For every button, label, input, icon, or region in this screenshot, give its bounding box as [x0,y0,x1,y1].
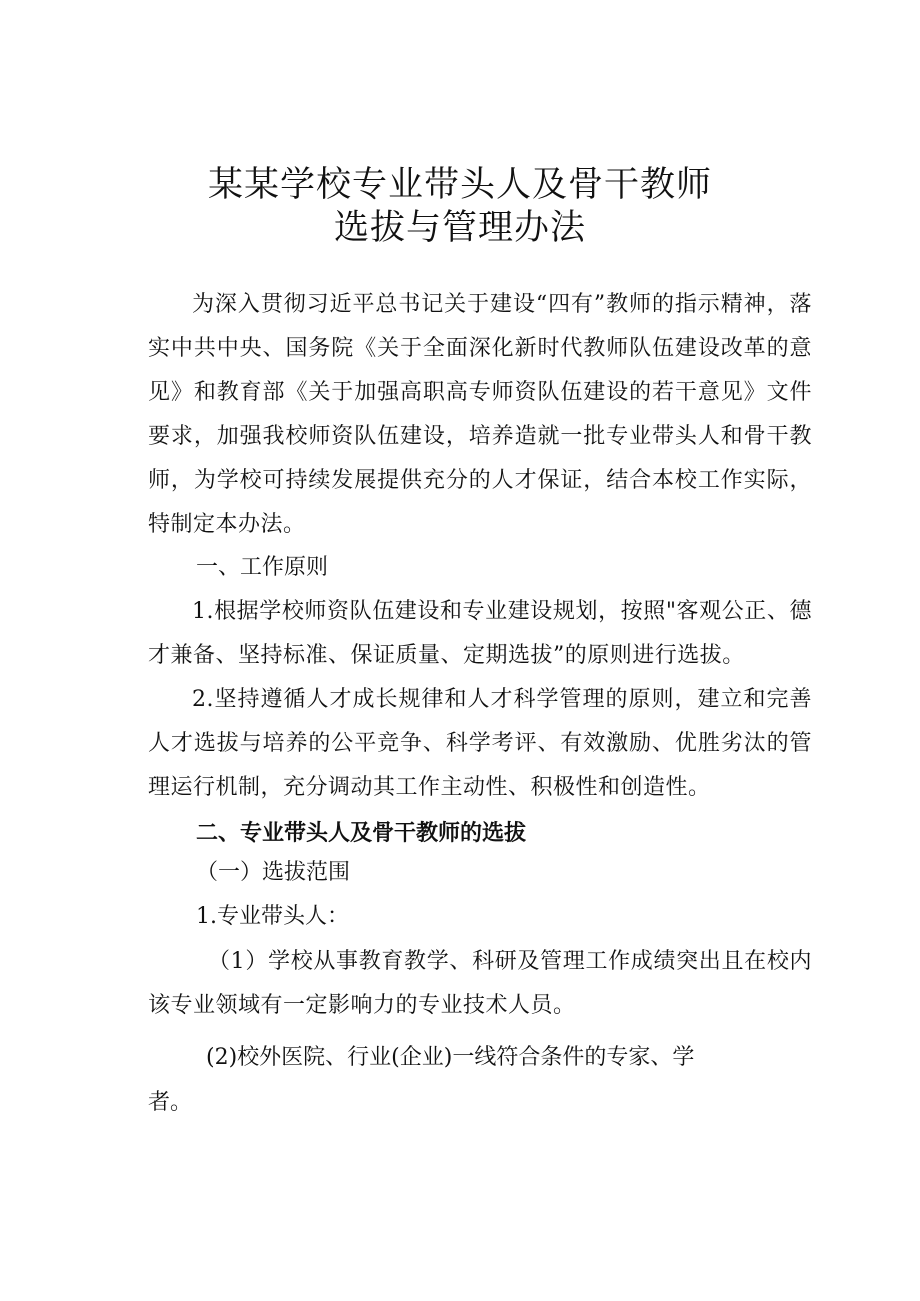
principle-2-paragraph: 2.坚持遵循人才成长规律和人才科学管理的原则，建立和完善人才选拔与培养的公平竞争、科学考评、有效激励、优胜劣汰的管理运行机制，充分调动其工作主动性、积极性和创造性。 [148,687,812,800]
principle-1-paragraph: 1.根据学校师资队伍建设和专业建设规划，按照"客观公正、德才兼备、坚持标准、保证质量、定期选拔”的原则进行选拔。 [148,599,812,668]
document-title-line2: 选拔与管理办法 [333,208,586,248]
item-heading-leader: 1.专业带头人： [196,904,349,929]
intro-paragraph: 为深入贯彻习近平总书记关于建设“四有”教师的指示精神，落实中共中央、国务院《关于全面深化新时代教师队伍建设改革的意见》和教育部《关于加强高职高专师资队伍建设的若干意见》文件要求，加强我校师资队伍建设，培养造就一批专业带头人和骨干教师，为学校可持续发展提供充分的人才保证，结合本校工作实际，特制定本办法。 [148,292,812,537]
section-heading-work-principles: 一、工作原则 [196,555,329,580]
item-1-sub-1-paragraph: （1）学校从事教育教学、科研及管理工作成绩突出且在校内该专业领域有一定影响力的专业技术人员。 [148,949,812,1018]
item-1-sub-2-line1: (2)校外医院、行业(企业)一线符合条件的专家、学 [206,1045,695,1070]
subsection-heading-scope: （一）选拔范围 [196,860,351,885]
item-1-sub-2-line2: 者。 [148,1090,193,1115]
document-title-line1: 某某学校专业带头人及骨干教师 [207,165,712,205]
section-heading-selection: 二、专业带头人及骨干教师的选拔 [196,821,527,846]
